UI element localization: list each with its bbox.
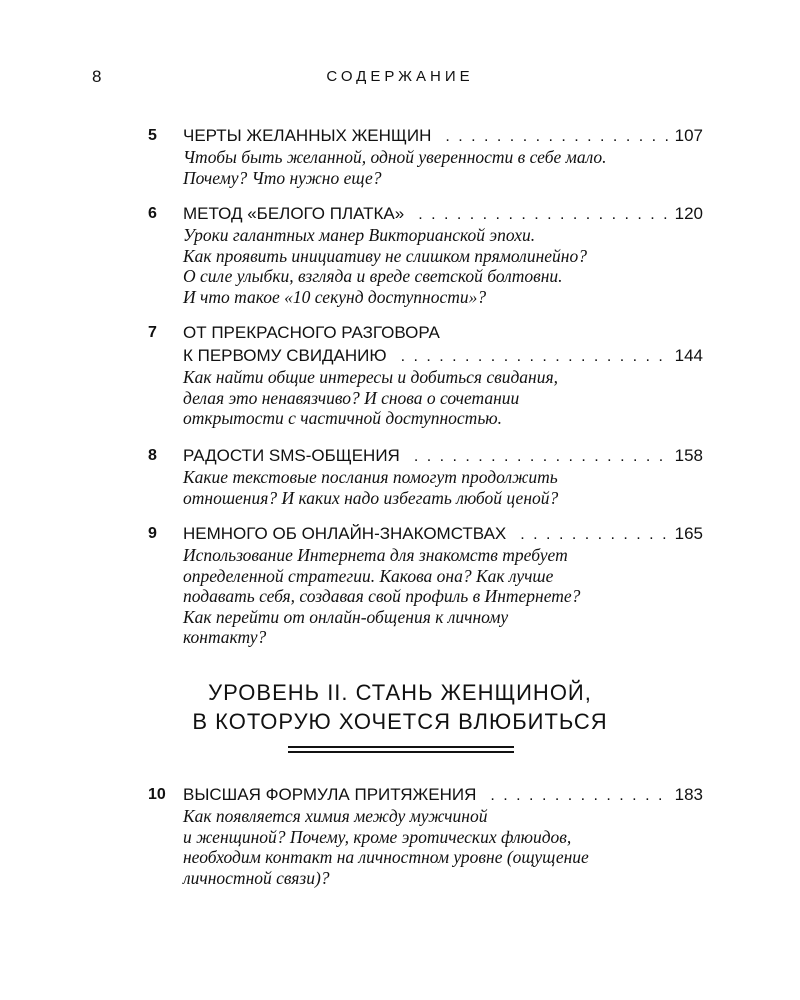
chapter-number: 9 (148, 525, 157, 542)
chapter-page: 158 (674, 446, 703, 465)
dot-leader (445, 126, 668, 148)
chapter-title: ЧЕРТЫ ЖЕЛАННЫХ ЖЕНЩИН (183, 126, 432, 145)
dot-leader (414, 446, 669, 468)
double-rule-divider (288, 746, 514, 753)
chapter-description: Уроки галантных манер Викторианской эпохи. Как проявить инициативу не слишком прямолинейно? О силе улыбки, взгляда и вреде светской болтовни. И что такое «10 секунд доступности»? (183, 225, 587, 307)
chapter-page: 107 (674, 126, 703, 145)
chapter-number: 6 (148, 205, 157, 222)
chapter-title: МЕТОД «БЕЛОГО ПЛАТКА» (183, 204, 405, 223)
chapter-title: ВЫСШАЯ ФОРМУЛА ПРИТЯЖЕНИЯ (183, 785, 477, 804)
chapter-description: Как найти общие интересы и добиться свидания, делая это ненавязчиво? И снова о сочетании открытости с частичной доступностью. (183, 367, 559, 428)
dot-leader (490, 785, 668, 807)
chapter-page: 120 (674, 204, 703, 223)
chapter-title-line-1: ОТ ПРЕКРАСНОГО РАЗГОВОРА (183, 323, 440, 342)
chapter-number: 8 (148, 447, 157, 464)
level-heading-line-1: УРОВЕНЬ II. СТАНЬ ЖЕНЩИНОЙ, (208, 680, 592, 705)
dot-leader (401, 346, 669, 368)
chapter-description: Какие текстовые послания помогут продолжить отношения? И каких надо избегать любой ценой? (183, 467, 559, 508)
chapter-description: Использование Интернета для знакомств требует определенной стратегии. Какова она? Как лучше подавать себя, создавая свой профиль в Интернете? Как перейти от онлайн-общения к личному контакту? (183, 545, 581, 647)
chapter-description: Как появляется химия между мужчиной и женщиной? Почему, кроме эротических флюидов, необходим контакт на личностном уровне (ощущение личностной связи)? (183, 806, 589, 888)
dot-leader (418, 204, 668, 226)
chapter-page: 183 (674, 785, 703, 804)
chapter-page: 165 (674, 524, 703, 543)
chapter-title-line-2: К ПЕРВОМУ СВИДАНИЮ (183, 346, 387, 365)
chapter-title: НЕМНОГО ОБ ОНЛАЙН-ЗНАКОМСТВАХ (183, 524, 507, 543)
chapter-page: 144 (674, 346, 703, 365)
level-heading-line-2: В КОТОРУЮ ХОЧЕТСЯ ВЛЮБИТЬСЯ (192, 709, 608, 734)
chapter-description: Чтобы быть желанной, одной уверенности в себе мало. Почему? Что нужно еще? (183, 147, 607, 188)
chapter-number: 5 (148, 127, 157, 144)
chapter-number: 10 (148, 786, 166, 803)
dot-leader (520, 524, 668, 546)
chapter-number: 7 (148, 324, 157, 341)
page-number: 8 (92, 67, 102, 86)
chapter-title: РАДОСТИ SMS-ОБЩЕНИЯ (183, 446, 400, 465)
running-head: СОДЕРЖАНИЕ (326, 68, 474, 85)
